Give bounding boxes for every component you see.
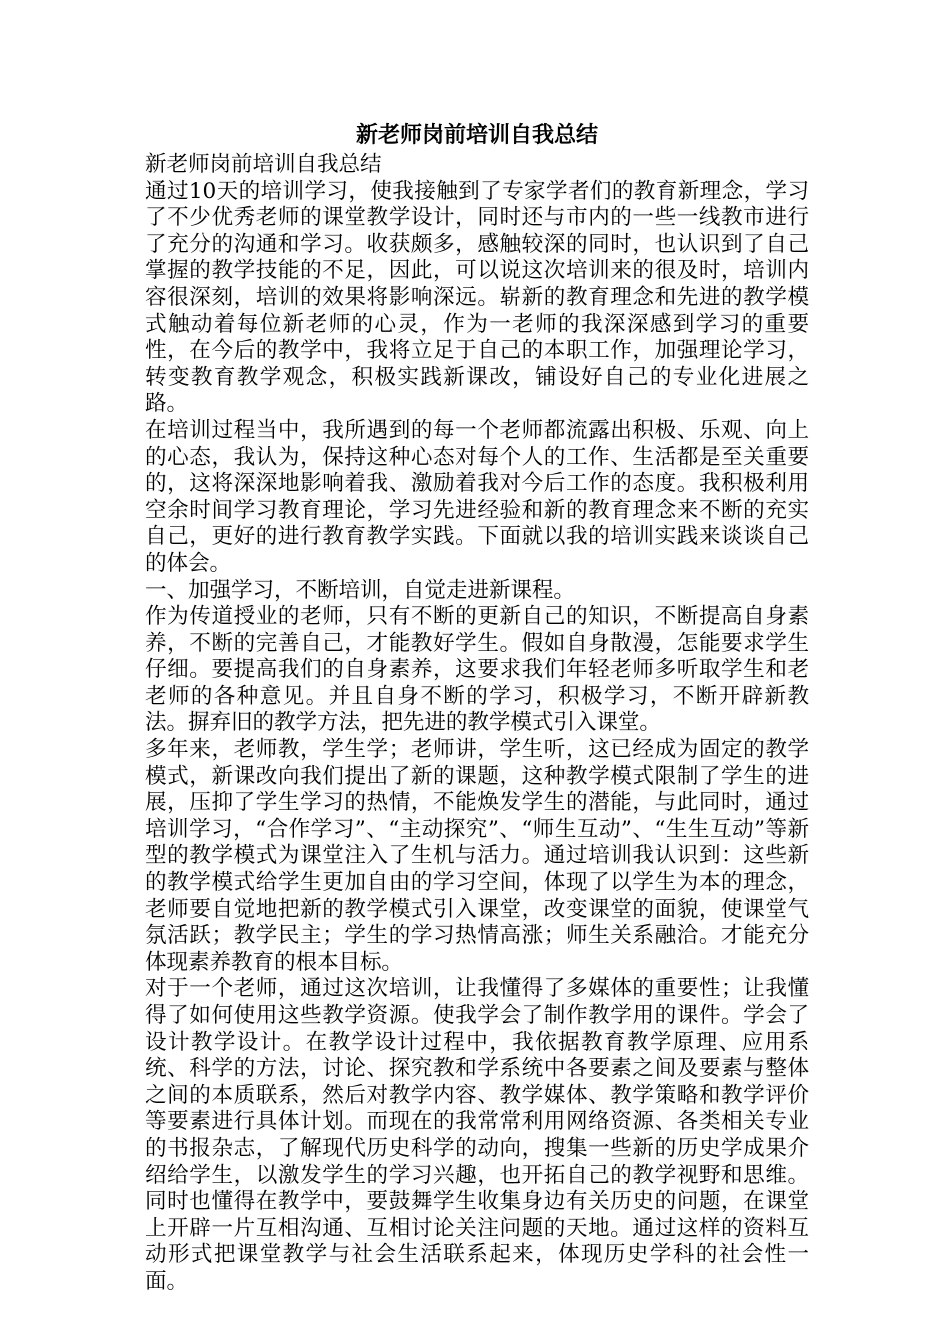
section-heading-1: 一、加强学习，不断培训，自觉走进新课程。 — [145, 577, 575, 603]
document-page — [145, 120, 809, 1296]
paragraph-intro: 通过10天的培训学习，使我接触到了专家学者们的教育新理念，学习了不少优秀老师的课堂教学设计，同时还与市内的一些一线教市进行了充分的沟通和学习。收获颇多，感触较深的同时，也认识到了自己掌握的教学技能的不足，因此，可以说这次培训来的很及时，培训内容很深刻，培训的效果将影响深远。崭新的教育理念和先进的教学模式触动着每位新老师的心灵，作为一老师的我深深感到学习的重要性，在今后的教学中，我将立足于自己的本职工作，加强理论学习，转变教育教学观念，积极实践新课改，铺设好自己的专业化进展之路。 — [145, 178, 809, 417]
paragraph-training-process: 在培训过程当中，我所遇到的每一个老师都流露出积极、乐观、向上的心态，我认为，保持这种心态对每个人的工作、生活都是至关重要的，这将深深地影响着我、激励着我对今后工作的态度。我积极利用空余时间学习教育理论，学习先进经验和新的教育理念来不断的充实自己，更好的进行教育教学实践。下面就以我的培训实践来谈谈自己的体会。 — [145, 417, 809, 576]
paragraph-teaching-model: 多年来，老师教，学生学；老师讲，学生听，这已经成为固定的教学模式，新课改向我们提出了新的课题，这种教学模式限制了学生的进展，压抑了学生学习的热情，不能焕发学生的潜能，与此同时，通过培训学习，“合作学习”、“主动探究”、“师生互动”、“生生互动”等新型的教学模式为课堂注入了生机与活力。通过培训我认识到：这些新的教学模式给学生更加自由的学习空间，体现了以学生为本的理念，老师要自觉地把新的教学模式引入课堂，改变课堂的面貌，使课堂气氛活跃；教学民主；学生的学习热情高涨；师生关系融洽。才能充分体现素养教育的根本目标。 — [145, 737, 809, 975]
paragraph-subtitle: 新老师岗前培训自我总结 — [145, 152, 382, 177]
document-title: 新老师岗前培训自我总结 — [355, 122, 598, 148]
paragraph-self-improvement: 作为传道授业的老师，只有不断的更新自己的知识，不断提高自身素养，不断的完善自己，才能教好学生。假如自身散漫，怎能要求学生仔细。要提高我们的自身素养，这要求我们年轻老师多听取学生和老老师的各种意见。并且自身不断的学习，积极学习，不断开辟新教法。摒弃旧的教学方法，把先进的教学模式引入课堂。 — [145, 604, 809, 736]
paragraph-multimedia: 对于一个老师，通过这次培训，让我懂得了多媒体的重要性；让我懂得了如何使用这些教学资源。使我学会了制作教学用的课件。学会了设计教学设计。在教学设计过程中，我依据教育教学原理、应用系统、科学的方法，讨论、探究教和学系统中各要素之间及要素与整体之间的本质联系，然后对教学内容、教学媒体、教学策略和教学评价等要素进行具体计划。而现在的我常常利用网络资源、各类相关专业的书报杂志，了解现代历史科学的动向，搜集一些新的历史学成果介绍给学生，以激发学生的学习兴趣，也开拓自己的教学视野和思维。同时也懂得在教学中，要鼓舞学生收集身边有关历史的问题，在课堂上开辟一片互相沟通、互相讨论关注问题的天地。通过这样的资料互动形式把课堂教学与社会生活联系起来，体现历史学科的社会性一面。 — [145, 976, 809, 1294]
